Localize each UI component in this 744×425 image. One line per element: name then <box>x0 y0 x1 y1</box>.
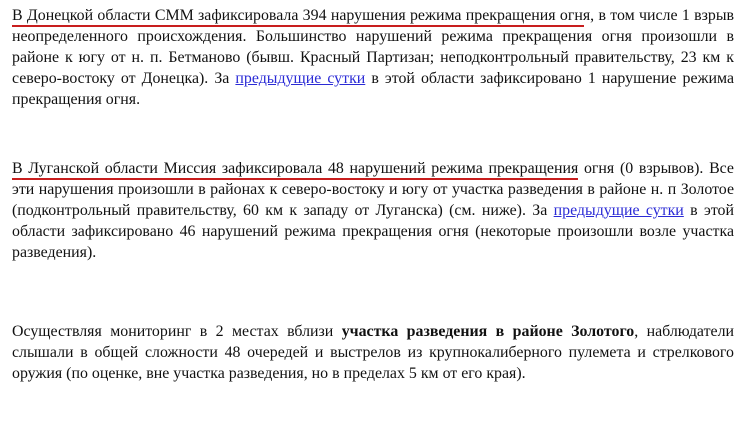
donetsk-lead-underline <box>12 25 584 27</box>
donetsk-paragraph <box>12 5 734 110</box>
donetsk-body-text-b: в этой области зафиксировано 1 нарушение режима прекращения огня. <box>12 70 734 108</box>
zolote-monitoring-paragraph <box>12 321 734 384</box>
donetsk-body-text-a: прекращения огня, в том числе 1 взрыв неопределенного происхождения. Большинство нарушений режима прекращения огня произошли в районе к югу от н. п. Бетманово (бывш. Красный Партизан; неподконтрольный правительству, 23 км к северо-востоку от Донецка). За <box>12 7 735 87</box>
disengagement-area-bold: участка разведения в районе Золотого <box>341 323 635 340</box>
monitoring-text-a: Осуществляя мониторинг в 2 местах вблизи <box>12 323 342 340</box>
luhansk-paragraph <box>12 158 734 263</box>
luhansk-lead-underline <box>12 178 578 180</box>
donetsk-lead-text: В Донецкой области СММ зафиксировала 394 нарушения режима <box>12 7 462 24</box>
luhansk-lead-text: В Луганской области Миссия зафиксировала 48 нарушений режима <box>12 160 483 177</box>
luhansk-body-text-b: в этой области зафиксировано 46 нарушений режима прекращения огня (некоторые произошли возле участка разведения). <box>12 202 735 261</box>
previous-day-link[interactable]: предыдущие сутки <box>235 70 366 87</box>
luhansk-body-text-a: прекращения огня (0 взрывов). Все эти нарушения произошли в районах к северо-востоку и югу от участка разведения в районе н. п Золотое (подконтрольный правительству, 60 км к западу от Луганска) (см. ниже). За <box>12 160 734 219</box>
monitoring-text-b: , наблюдатели слышали в общей сложности 48 очередей и выстрелов из крупнокалиберного пулемета и стрелкового оружия (по оценке, вне участка разведения, но в пределах 5 км от его края). <box>12 323 735 382</box>
previous-day-link[interactable]: предыдущие сутки <box>553 202 684 219</box>
